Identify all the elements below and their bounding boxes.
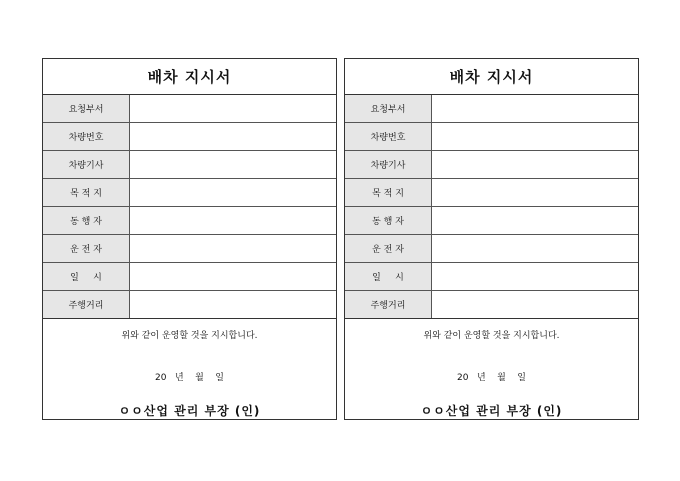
field-label: 목 적 지 xyxy=(43,179,130,206)
form-title: 배차 지시서 xyxy=(345,59,638,95)
field-value-driver-name[interactable] xyxy=(432,151,638,178)
dispatch-order-form-right xyxy=(344,58,639,420)
field-value-companion[interactable] xyxy=(130,207,336,234)
field-value-request-dept[interactable] xyxy=(432,95,638,122)
form-footer xyxy=(345,319,638,419)
field-row-driver-name xyxy=(345,151,638,179)
field-row-request-dept xyxy=(345,95,638,123)
field-row-destination xyxy=(43,179,336,207)
field-label: 차량번호 xyxy=(345,123,432,150)
field-value-driver[interactable] xyxy=(130,235,336,262)
field-value-mileage[interactable] xyxy=(432,291,638,318)
instruction-text: 위와 같이 운영할 것을 지시합니다. xyxy=(423,331,560,341)
field-value-driver[interactable] xyxy=(432,235,638,262)
field-row-datetime xyxy=(345,263,638,291)
field-row-request-dept xyxy=(43,95,336,123)
field-value-datetime[interactable] xyxy=(130,263,336,290)
field-row-mileage xyxy=(43,291,336,319)
field-row-companion xyxy=(43,207,336,235)
field-label: 차량기사 xyxy=(345,151,432,178)
field-label: 동 행 자 xyxy=(345,207,432,234)
field-row-companion xyxy=(345,207,638,235)
field-value-vehicle-number[interactable] xyxy=(130,123,336,150)
dispatch-order-form-left xyxy=(42,58,337,420)
field-label: 차량기사 xyxy=(43,151,130,178)
field-label: 일 시 xyxy=(43,263,130,290)
field-value-driver-name[interactable] xyxy=(130,151,336,178)
field-label: 요청부서 xyxy=(345,95,432,122)
signature-line: ㅇㅇ산업 관리 부장 (인) xyxy=(420,404,563,418)
signature-line: ㅇㅇ산업 관리 부장 (인) xyxy=(118,404,261,418)
field-value-destination[interactable] xyxy=(432,179,638,206)
field-label: 동 행 자 xyxy=(43,207,130,234)
field-value-request-dept[interactable] xyxy=(130,95,336,122)
field-row-vehicle-number xyxy=(345,123,638,151)
field-row-mileage xyxy=(345,291,638,319)
field-value-destination[interactable] xyxy=(130,179,336,206)
field-label: 운 전 자 xyxy=(43,235,130,262)
field-label: 주행거리 xyxy=(345,291,432,318)
field-label: 목 적 지 xyxy=(345,179,432,206)
field-row-datetime xyxy=(43,263,336,291)
field-label: 일 시 xyxy=(345,263,432,290)
field-value-vehicle-number[interactable] xyxy=(432,123,638,150)
field-value-companion[interactable] xyxy=(432,207,638,234)
field-label: 운 전 자 xyxy=(345,235,432,262)
date-line: 20 년 월 일 xyxy=(456,373,526,383)
field-value-datetime[interactable] xyxy=(432,263,638,290)
field-table xyxy=(345,95,638,319)
field-label: 차량번호 xyxy=(43,123,130,150)
form-footer xyxy=(43,319,336,419)
field-label: 요청부서 xyxy=(43,95,130,122)
date-line: 20 년 월 일 xyxy=(154,373,224,383)
field-label: 주행거리 xyxy=(43,291,130,318)
field-value-mileage[interactable] xyxy=(130,291,336,318)
field-table xyxy=(43,95,336,319)
field-row-destination xyxy=(345,179,638,207)
instruction-text: 위와 같이 운영할 것을 지시합니다. xyxy=(121,331,258,341)
field-row-driver xyxy=(43,235,336,263)
field-row-vehicle-number xyxy=(43,123,336,151)
form-title: 배차 지시서 xyxy=(43,59,336,95)
field-row-driver-name xyxy=(43,151,336,179)
field-row-driver xyxy=(345,235,638,263)
